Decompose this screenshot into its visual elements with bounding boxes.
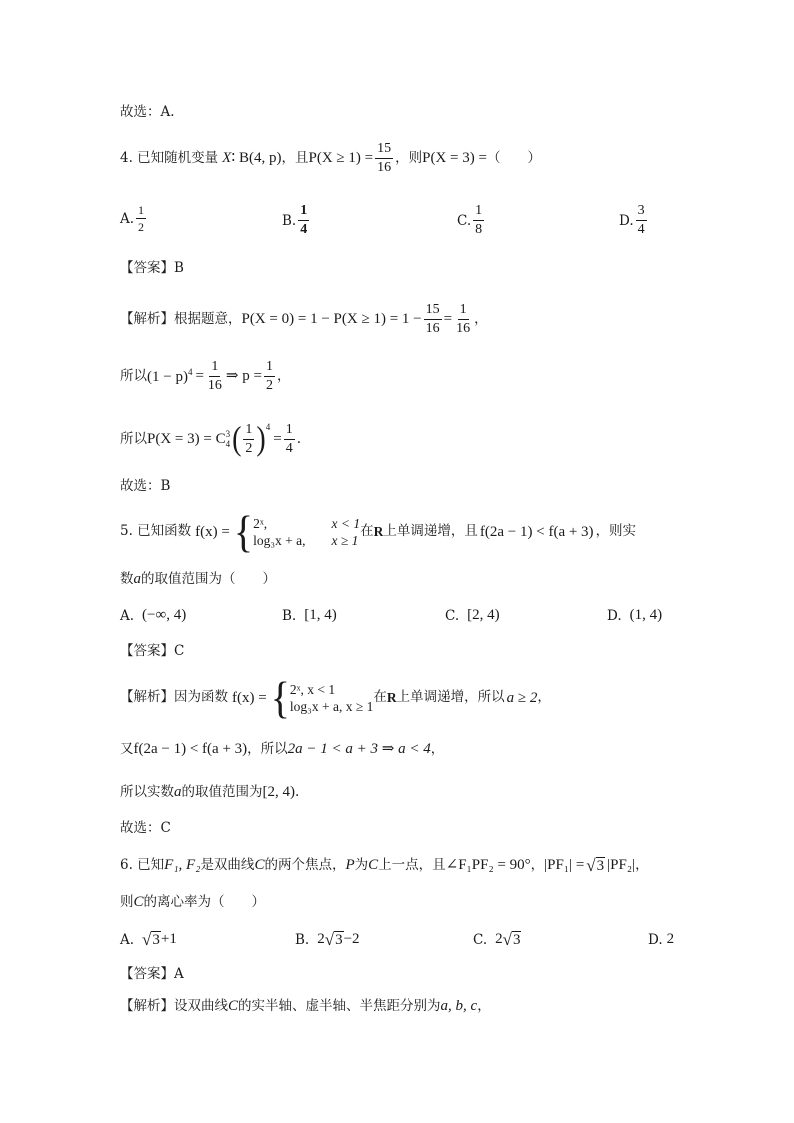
q6-a1-vars: a, b, c [440, 998, 478, 1014]
q4-a3-text: 所以 [120, 430, 147, 447]
q4-answer: 【答案】B [120, 260, 184, 276]
q5-tail: ，则实 [595, 523, 637, 540]
q6-option-b[interactable]: B. 2 √ 3 −2 [295, 930, 360, 949]
q4-a3-power: ( $\frac{1}{2}$ ) $^4$ [232, 420, 271, 458]
q5-a1-piecewise: { 2ˣ, x < 1 log₃x + a, x ≥ 1 [270, 672, 374, 723]
q6-analysis-tag: 【解析】 [120, 997, 174, 1014]
previous-answer: 故选：A. [120, 104, 175, 120]
q5-a2-expr: 2a − 1 < a + 3 ⇒ a < 4 [287, 741, 431, 757]
q5-a3-range: [2, 4) [262, 784, 295, 800]
q4-a2-end: ， [276, 367, 291, 384]
q4-a1-frac2: $\frac{1}{16}$ [456, 302, 471, 336]
q5-final: 故选：C [120, 820, 171, 836]
q5-fx: f(x) = [195, 523, 230, 540]
q4-a2-text: 所以 [120, 367, 147, 384]
q6-stem: 6. 已知 F₁, F₂ 是双曲线 C 的两个焦点， P 为 C 上一点，且 ∠F₁PF₂ = 90° ， |PF₁| = √ 3 |PF₂| ， [120, 856, 649, 875]
q5-option-a[interactable]: A. (−∞, 4) [120, 607, 187, 624]
q4-analysis-line3 [120, 420, 302, 458]
q5-analysis-tag: 【解析】 [120, 689, 174, 706]
q4-option-d[interactable]: D. $\frac{3}{4}$ [619, 203, 645, 237]
q4-a2-exp: 4 [187, 367, 193, 377]
q6-analysis-line1: 【解析】 设双曲线 C 的实半轴、虚半轴、半焦距分别为 a, b, c ， [120, 997, 491, 1014]
q5-piecewise: { 2ˣ, x < 1 log₃x + a, x ≥ 1 [233, 506, 361, 557]
q4-a3-sup: 3 [225, 428, 231, 439]
q5-analysis-line3: 所以实数 a 的取值范围为 [2, 4) . [120, 783, 300, 800]
q4-cond-frac: $\frac{15}{16}$ [377, 141, 392, 175]
q5-option-d[interactable]: D. (1, 4) [607, 607, 663, 624]
q4-a2-base: (1 − p) [147, 369, 188, 385]
q6-option-a[interactable]: A. √ 3 +1 [120, 930, 177, 949]
q5-R: R [373, 524, 384, 540]
q4-option-c[interactable]: C. $\frac{1}{8}$ [457, 203, 483, 237]
q6-answer: 【答案】A [120, 966, 184, 982]
q4-blank: （ ） [486, 149, 541, 166]
q4-a3-end: . [296, 430, 302, 447]
q4-a2-imp: ⇒ p = [225, 368, 262, 384]
q4-analysis-line2 [120, 360, 290, 393]
q4-rv: X [222, 150, 232, 166]
q4-a3-sub: 4 [225, 438, 231, 449]
q6-angle: ∠F₁PF₂ = 90° [445, 857, 531, 874]
q4-a3-expr: P(X = 3) = C [147, 431, 226, 447]
q4-lead: 4. 已知随机变量 [120, 149, 219, 166]
q6-dist-right: |PF₂| [607, 857, 636, 874]
q6-dist-left: |PF₁| = [544, 857, 585, 874]
q4-a3-frac2: $\frac{1}{4}$ [285, 422, 293, 456]
q5-analysis-line2: 又 f(2a − 1) < f(a + 3) ，所以 2a − 1 < a + 3 ⇒ a < 4 ， [120, 740, 445, 757]
q4-cond: P(X ≥ 1) = [308, 150, 374, 166]
q4-a1-expr: P(X = 0) = 1 − P(X ≥ 1) = 1 − [241, 311, 422, 327]
q5-var: a [133, 571, 141, 587]
q6-option-d[interactable]: D. 2 [648, 931, 675, 948]
q5-answer: 【答案】C [120, 643, 185, 659]
q6-stem-line2: 则 C 的离心率为（ ） [120, 893, 266, 910]
q5-lead: 5. 已知函数 [120, 523, 192, 540]
q4-then: ，则 [395, 149, 423, 166]
q4-stem [120, 142, 541, 175]
q5-mid2: 上单调递增，且 [383, 523, 478, 540]
q5-mid: 在 [360, 523, 374, 540]
q4-analysis-tag: 【解析】 [120, 310, 174, 327]
q6-sqrt: √ 3 [586, 856, 605, 875]
q4-a3-eq: = [273, 431, 282, 447]
q4-a1-end: ， [474, 310, 488, 327]
q4-final: 故选：B [120, 478, 171, 494]
q4-a1-eq: = [443, 311, 453, 327]
q6-foci: F₁, F₂ [164, 857, 201, 874]
q4-a1-frac1: $\frac{15}{16}$ [425, 302, 440, 336]
q4-a2-eq: = [195, 368, 204, 384]
q6-option-c[interactable]: C. 2 √ 3 [473, 930, 521, 949]
q5-a1-result: a ≥ 2 [506, 689, 538, 706]
q4-a2-frac1: $\frac{1}{16}$ [207, 359, 222, 393]
q5-option-b[interactable]: B. [1, 4) [282, 607, 337, 624]
q4-analysis-line1 [120, 303, 488, 336]
q4-option-b[interactable]: B. $\frac{1}{4}$ [282, 203, 308, 237]
q4-ask: P(X = 3) = [422, 150, 487, 166]
q4-mid: ，且 [281, 149, 309, 166]
q4-a2-frac2: $\frac{1}{2}$ [265, 359, 273, 393]
q5-ineq: f(2a − 1) < f(a + 3) [479, 523, 594, 540]
q4-dist: ∶ B(4, p) [231, 150, 282, 166]
q4-option-a[interactable]: A. $\frac{1}{2}$ [120, 203, 145, 234]
q5-option-c[interactable]: C. [2, 4) [445, 607, 500, 624]
q5-stem [120, 506, 637, 557]
q5-stem-line2: 数 a 的取值范围为（ ） [120, 570, 276, 587]
q4-a1-text: 根据题意， [174, 310, 242, 327]
q5-analysis-line1: 【解析】 因为函数 f(x) = { 2ˣ, x < 1 log₃x + a, x ≥ 1 在 R 上单调递增，所以 a ≥ 2 ， [120, 672, 551, 723]
